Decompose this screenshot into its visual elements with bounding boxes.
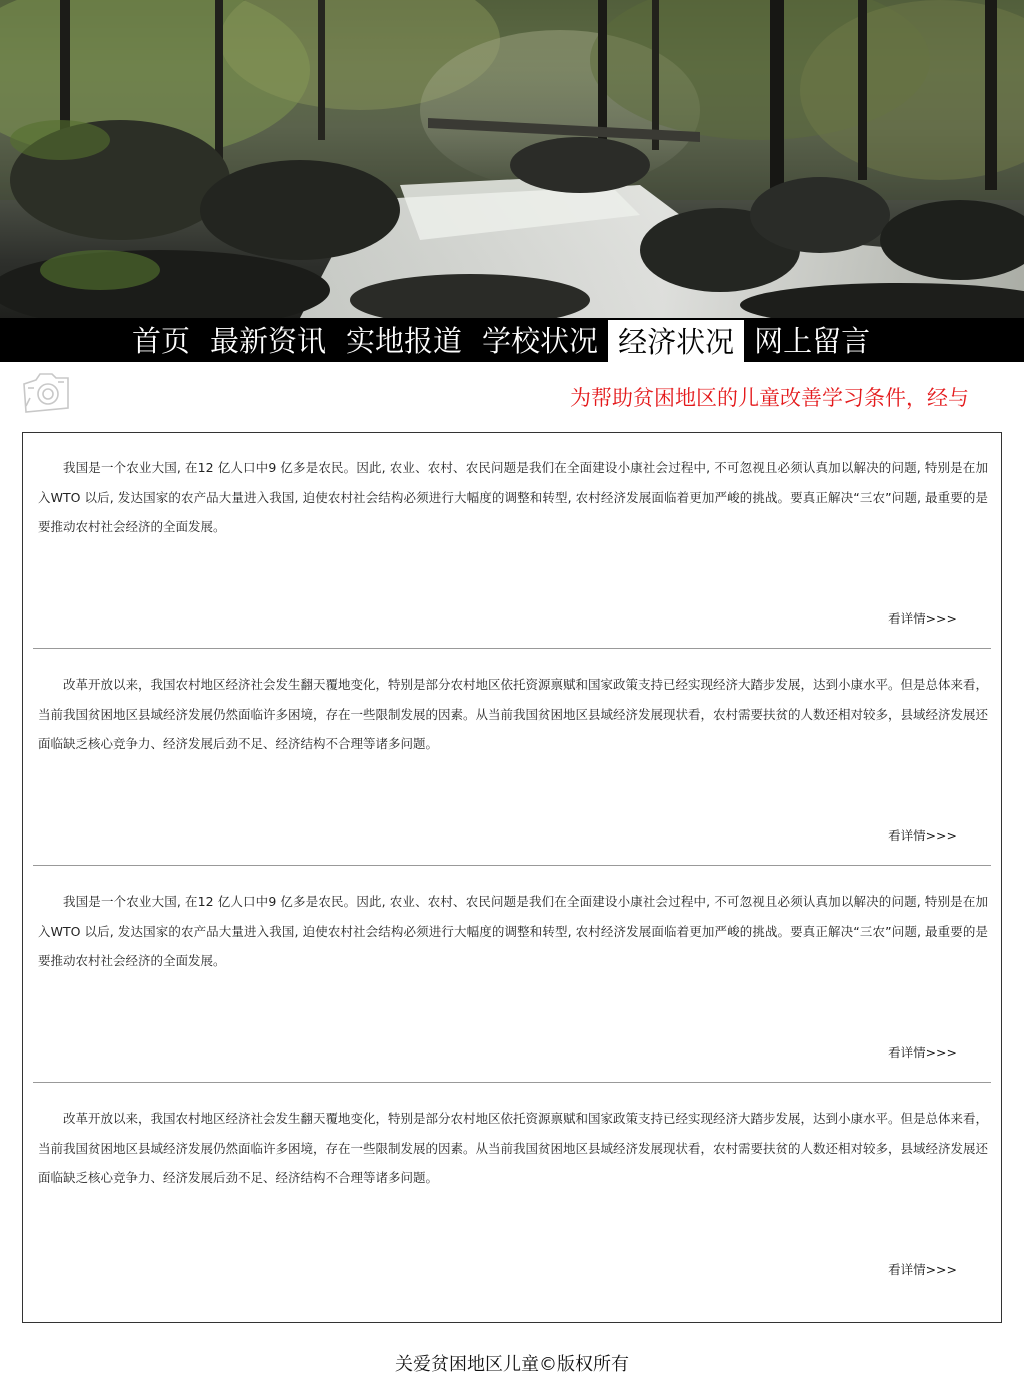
main-nav — [0, 318, 1024, 362]
read-more-link[interactable]: 看详情>>> — [888, 611, 957, 626]
marquee — [570, 380, 1002, 416]
banner-image — [0, 0, 1024, 318]
nav-item-latest-news[interactable]: 最新资讯 — [210, 324, 327, 358]
nav-item-economic-status[interactable]: 经济状况 — [608, 320, 744, 362]
article-item — [33, 867, 991, 1083]
camera-icon — [18, 366, 74, 416]
nav-item-field-reports[interactable]: 实地报道 — [346, 324, 463, 358]
nav-items — [122, 318, 880, 362]
article-list — [22, 432, 1002, 1323]
article-text: 我国是一个农业大国, 在12 亿人口中9 亿多是农民。因此, 农业、农村、农民问题是我们在全面建设小康社会过程中, 不可忽视且必须认真加以解决的问题, 特别是在加入WTO 以后, 发达国家的农产品大量进入我国, 迫使农村社会结构必须进行大幅度的调整和转型, 农村经济发展面临着更加严峻的挑战。要真正解决“三农”问题, 最重要的是要推动农村社会经济的全面发展。 — [38, 460, 988, 534]
read-more-link[interactable]: 看详情>>> — [888, 1045, 957, 1060]
article-item — [33, 433, 991, 649]
article-item — [33, 650, 991, 866]
nav-item-home[interactable]: 首页 — [132, 324, 191, 358]
article-text: 改革开放以来，我国农村地区经济社会发生翻天覆地变化，特别是部分农村地区依托资源禀赋和国家政策支持已经实现经济大踏步发展，达到小康水平。但是总体来看，当前我国贫困地区县域经济发展仍然面临许多困境，存在一些限制发展的因素。从当前我国贫困地区县域经济发展现状看，农村需要扶贫的人数还相对较多，县域经济发展还面临缺乏核心竞争力、经济发展后劲不足、经济结构不合理等诸多问题。 — [38, 1111, 989, 1185]
nav-item-guestbook[interactable]: 网上留言 — [754, 324, 871, 358]
article-item — [33, 1084, 991, 1300]
footer-copyright: 关爱贫困地区儿童©版权所有 — [395, 1354, 629, 1375]
nav-item-school-status[interactable]: 学校状况 — [482, 324, 599, 358]
marquee-text: 为帮助贫困地区的儿童改善学习条件，经与 — [570, 386, 969, 410]
article-text: 我国是一个农业大国, 在12 亿人口中9 亿多是农民。因此, 农业、农村、农民问题是我们在全面建设小康社会过程中, 不可忽视且必须认真加以解决的问题, 特别是在加入WTO 以后, 发达国家的农产品大量进入我国, 迫使农村社会结构必须进行大幅度的调整和转型, 农村经济发展面临着更加严峻的挑战。要真正解决“三农”问题, 最重要的是要推动农村社会经济的全面发展。 — [38, 894, 988, 968]
article-text: 改革开放以来，我国农村地区经济社会发生翻天覆地变化，特别是部分农村地区依托资源禀赋和国家政策支持已经实现经济大踏步发展，达到小康水平。但是总体来看，当前我国贫困地区县域经济发展仍然面临许多困境，存在一些限制发展的因素。从当前我国贫困地区县域经济发展现状看，农村需要扶贫的人数还相对较多，县域经济发展还面临缺乏核心竞争力、经济发展后劲不足、经济结构不合理等诸多问题。 — [38, 677, 989, 751]
read-more-link[interactable]: 看详情>>> — [888, 828, 957, 843]
read-more-link[interactable]: 看详情>>> — [888, 1262, 957, 1277]
river-forest-photo — [0, 0, 1024, 318]
